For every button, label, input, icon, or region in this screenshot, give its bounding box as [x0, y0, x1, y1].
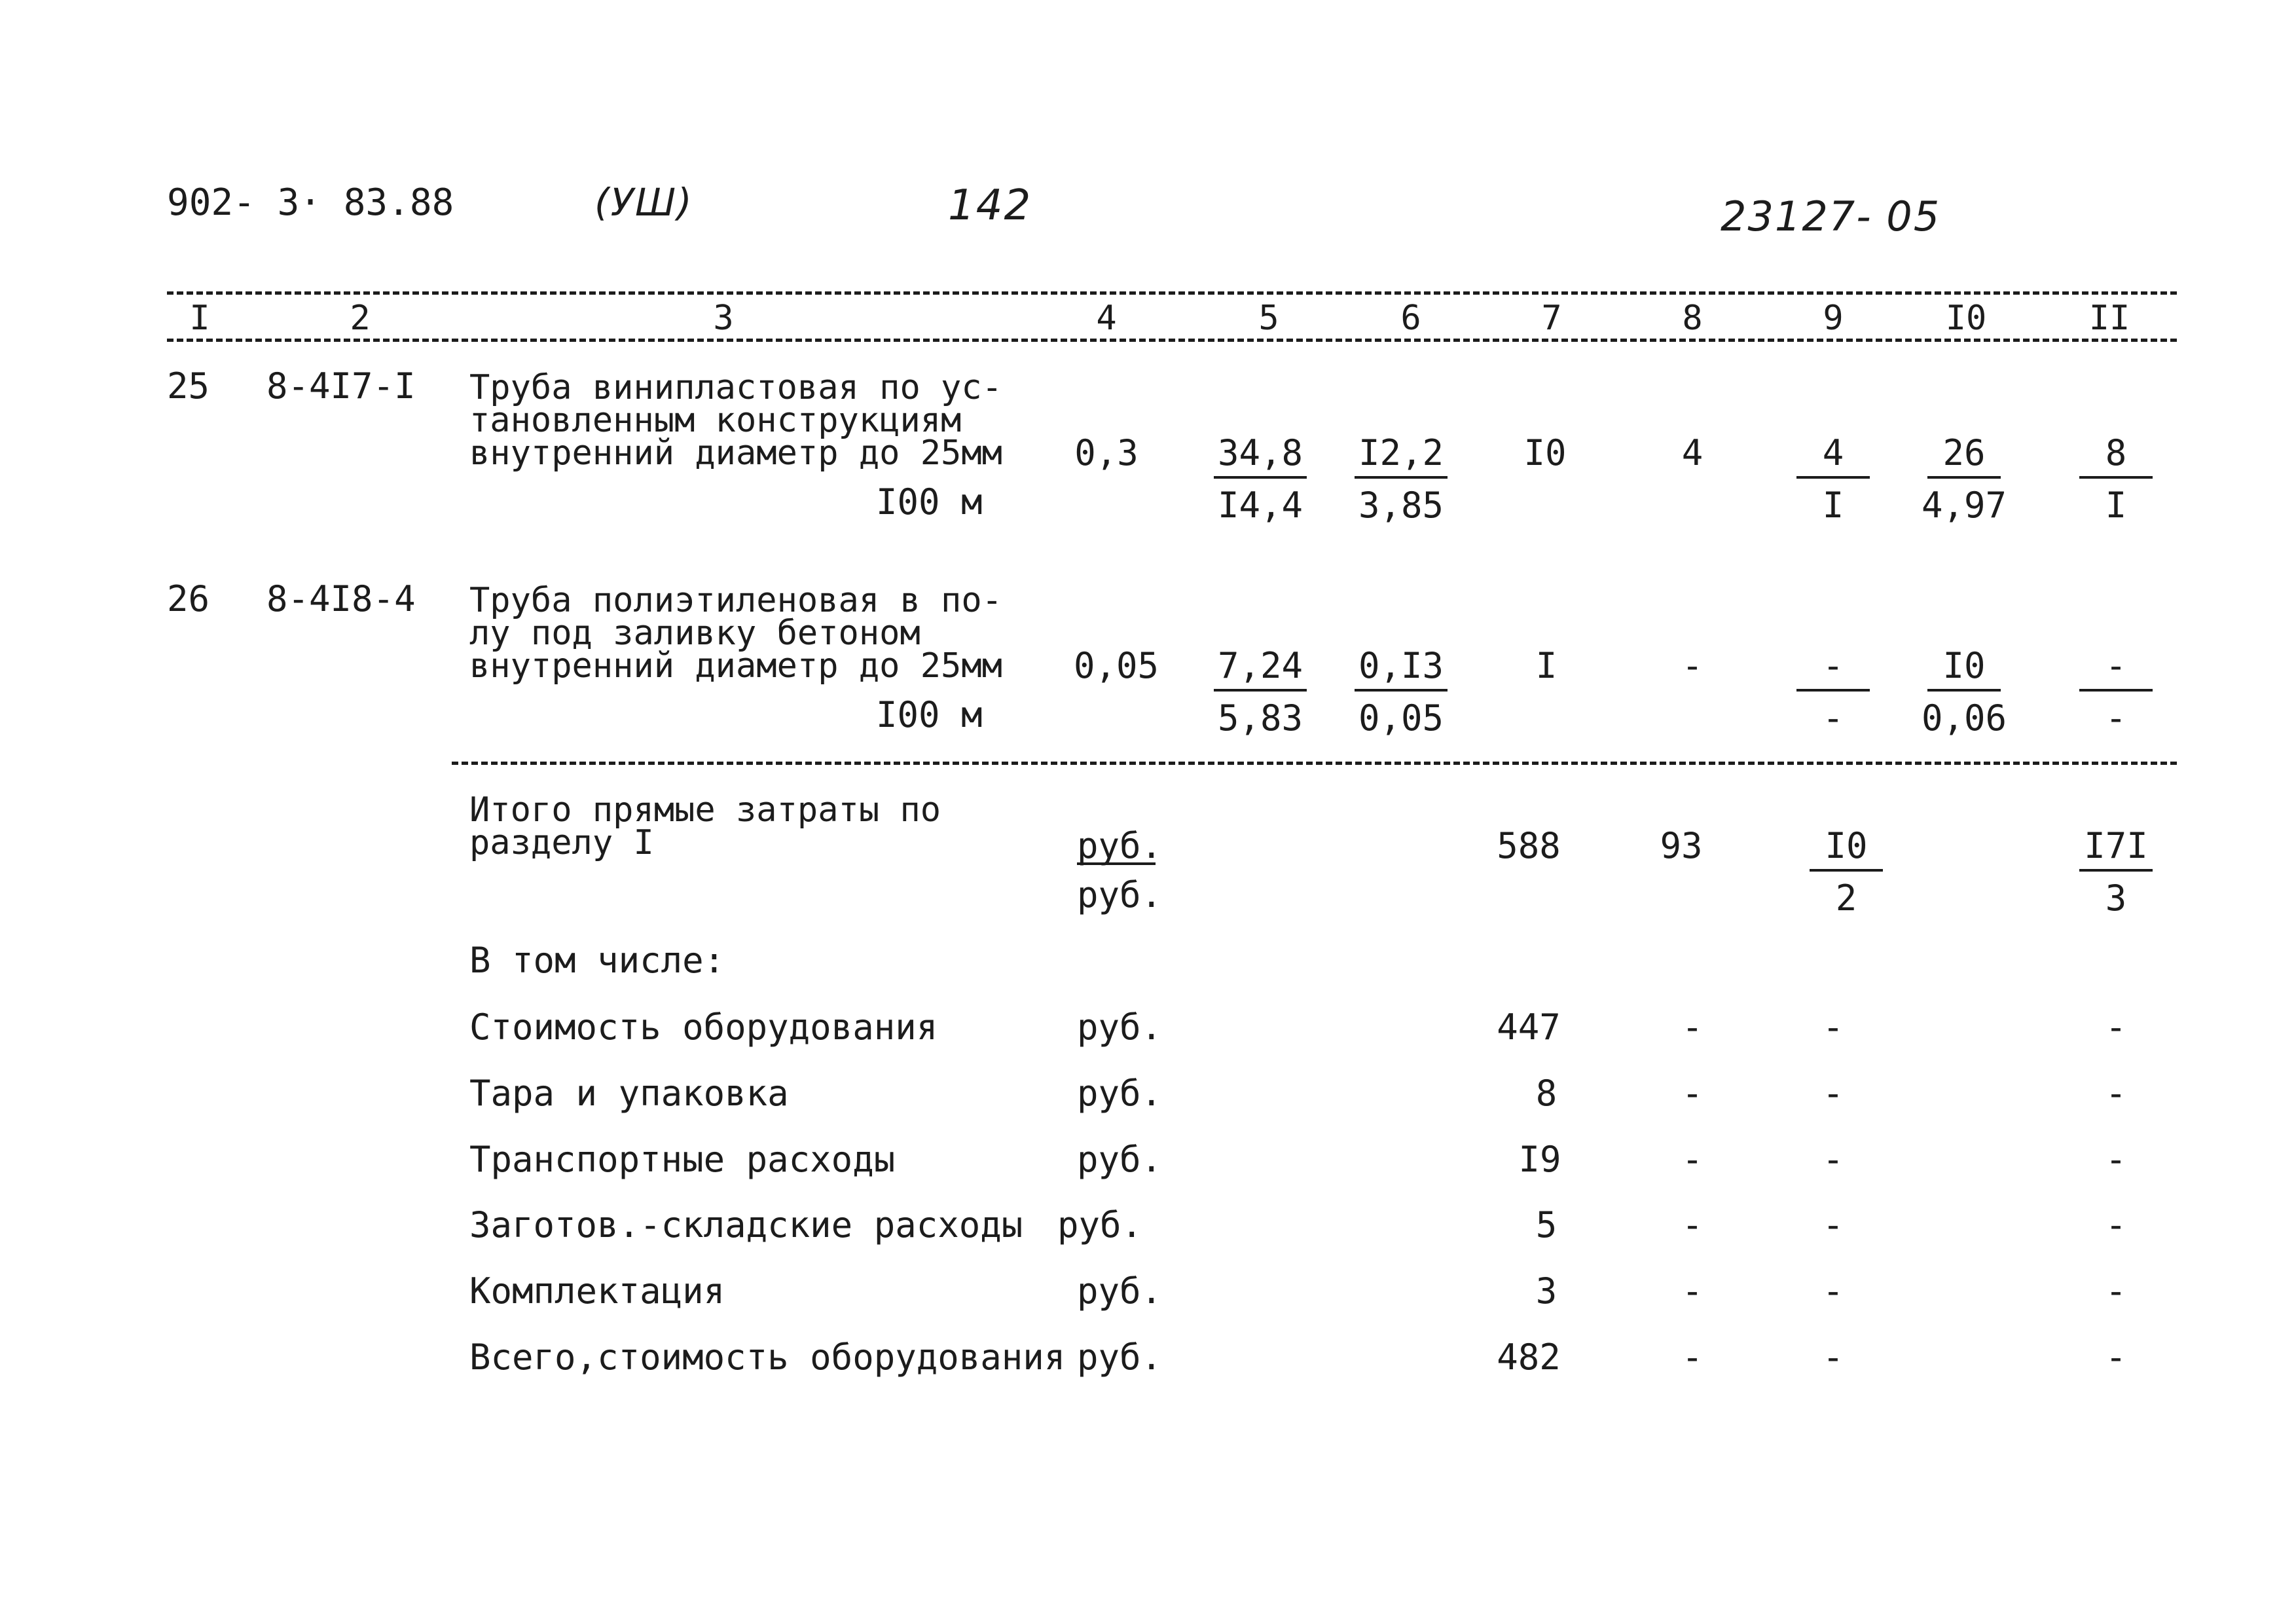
machine-total-cell: [1796, 432, 1870, 526]
breakdown-cost: 3: [1535, 1270, 1558, 1312]
breakdown-wages: -: [1681, 1073, 1704, 1114]
machine-total: -: [1796, 648, 1870, 692]
breakdown-machine: -: [1822, 1204, 1844, 1246]
breakdown-labor: -: [2105, 1204, 2127, 1246]
machine-wages: 3,85: [1358, 485, 1444, 526]
col-header-6: 6: [1400, 299, 1421, 338]
wages-total: 4: [1681, 432, 1704, 473]
labor-machinist-total: I: [2105, 485, 2127, 526]
breakdown-labor: -: [2105, 1139, 2127, 1180]
unit-cost-wages: 5,83: [1217, 697, 1303, 739]
machine-wages-total: -: [1822, 697, 1844, 739]
labor-total: 8: [2079, 435, 2153, 479]
machine-cost: 0,I3: [1355, 648, 1448, 692]
header-bottom-rule: [167, 339, 2177, 342]
unit-cost-total: 34,8: [1214, 435, 1307, 479]
labor-machinist-unit: 4,97: [1921, 485, 2007, 526]
breakdown-labor: -: [2105, 1073, 2127, 1114]
labor-cell: [1921, 645, 2007, 739]
col-header-4: 4: [1096, 299, 1117, 338]
row-number: 26: [167, 578, 210, 619]
unit-cost-cell: [1214, 645, 1307, 739]
labor-unit: 26: [1927, 435, 2001, 479]
breakdown-wages: -: [1681, 1270, 1704, 1312]
total-cost: I: [1535, 645, 1558, 686]
rate-code: 8-4I7-I: [266, 365, 416, 407]
total-unit-top: руб.: [1077, 825, 1163, 866]
breakdown-machine: -: [1822, 1337, 1844, 1378]
col-header-1: I: [189, 299, 210, 338]
col-header-9: 9: [1823, 299, 1844, 338]
breakdown-label: Всего,стоимость оборудования: [469, 1337, 1066, 1378]
total-unit-bottom: руб.: [1077, 874, 1163, 915]
quantity: 0,3: [1074, 432, 1139, 473]
total-labor-machinist: 3: [2105, 877, 2127, 919]
breakdown-labor: -: [2105, 1006, 2127, 1048]
machine-wages-total: I: [1822, 485, 1844, 526]
total-cost: I0: [1523, 432, 1567, 473]
document-code: 902- 3· 83.88: [167, 181, 454, 224]
breakdown-label: Заготов.-складские расходы: [469, 1204, 1023, 1246]
breakdown-wages: -: [1681, 1139, 1704, 1180]
col-header-11: II: [2088, 299, 2130, 338]
breakdown-wages: -: [1681, 1204, 1704, 1246]
section-rule: [452, 762, 2177, 765]
total-machine: I0: [1810, 828, 1883, 872]
labor-machinist-total: -: [2105, 697, 2127, 739]
breakdown-unit: руб.: [1057, 1204, 1143, 1246]
col-header-3: 3: [713, 299, 734, 338]
machine-total-cell: [1796, 645, 1870, 739]
row-number: 25: [167, 365, 210, 407]
measure-unit: I00 м: [876, 694, 983, 735]
machine-cost: I2,2: [1355, 435, 1448, 479]
col-header-7: 7: [1541, 299, 1562, 338]
breakdown-cost: 447: [1497, 1006, 1561, 1048]
rate-code: 8-4I8-4: [266, 578, 416, 619]
labor-unit: I0: [1927, 648, 2001, 692]
unit-cost-total: 7,24: [1214, 648, 1307, 692]
total-label: Итого прямые затраты по разделу I: [469, 790, 941, 862]
wages-total: -: [1681, 645, 1704, 686]
including-label: В том числе:: [469, 940, 725, 981]
breakdown-label: Транспортные расходы: [469, 1139, 896, 1180]
machine-cost-cell: [1355, 645, 1448, 739]
inventory-number: 23127- 05: [1721, 193, 1941, 240]
labor-total-cell: [2079, 645, 2153, 739]
measure-unit: I00 м: [876, 481, 983, 523]
breakdown-machine: -: [1822, 1073, 1844, 1114]
breakdown-unit: руб.: [1077, 1006, 1163, 1048]
breakdown-cost: I9: [1518, 1139, 1561, 1180]
breakdown-cost: 5: [1535, 1204, 1558, 1246]
breakdown-cost: 8: [1535, 1073, 1558, 1114]
quantity: 0,05: [1073, 645, 1159, 686]
labor-total: -: [2079, 648, 2153, 692]
breakdown-unit: руб.: [1077, 1139, 1163, 1180]
header-top-rule: [167, 291, 2177, 295]
col-header-2: 2: [350, 299, 371, 338]
breakdown-label: Комплектация: [469, 1270, 725, 1312]
breakdown-unit: руб.: [1077, 1337, 1163, 1378]
breakdown-machine: -: [1822, 1270, 1844, 1312]
volume-label: (УШ): [594, 180, 693, 225]
unit-cost-cell: [1214, 432, 1307, 526]
work-description: Труба полиэтиленовая в по- лу под заливку бетоном внутренний диаметр до 25мм: [469, 581, 1002, 686]
breakdown-machine: -: [1822, 1139, 1844, 1180]
machine-cost-cell: [1355, 432, 1448, 526]
total-wages: 93: [1660, 825, 1703, 866]
total-cost: 588: [1497, 825, 1561, 866]
total-labor-cell: [2079, 825, 2153, 919]
page-number: 142: [948, 181, 1032, 230]
breakdown-labor: -: [2105, 1270, 2127, 1312]
labor-total-cell: [2079, 432, 2153, 526]
breakdown-label: Тара и упаковка: [469, 1073, 789, 1114]
col-header-5: 5: [1258, 299, 1279, 338]
total-machine-cell: [1810, 825, 1883, 919]
breakdown-wages: -: [1681, 1006, 1704, 1048]
machine-total: 4: [1796, 435, 1870, 479]
breakdown-label: Стоимость оборудования: [469, 1006, 938, 1048]
breakdown-machine: -: [1822, 1006, 1844, 1048]
breakdown-cost: 482: [1497, 1337, 1561, 1378]
machine-wages: 0,05: [1358, 697, 1444, 739]
breakdown-unit: руб.: [1077, 1270, 1163, 1312]
col-header-10: I0: [1945, 299, 1987, 338]
work-description: Труба винипластовая по ус- тановленным конструкциям внутренний диаметр до 25мм: [469, 368, 1002, 473]
total-machine-wages: 2: [1835, 877, 1857, 919]
total-unit-underline: [1077, 862, 1156, 865]
labor-machinist-unit: 0,06: [1921, 697, 2007, 739]
breakdown-labor: -: [2105, 1337, 2127, 1378]
total-labor: I7I: [2079, 828, 2153, 872]
unit-cost-wages: I4,4: [1217, 485, 1303, 526]
breakdown-wages: -: [1681, 1337, 1704, 1378]
labor-cell: [1921, 432, 2007, 526]
breakdown-unit: руб.: [1077, 1073, 1163, 1114]
col-header-8: 8: [1682, 299, 1703, 338]
